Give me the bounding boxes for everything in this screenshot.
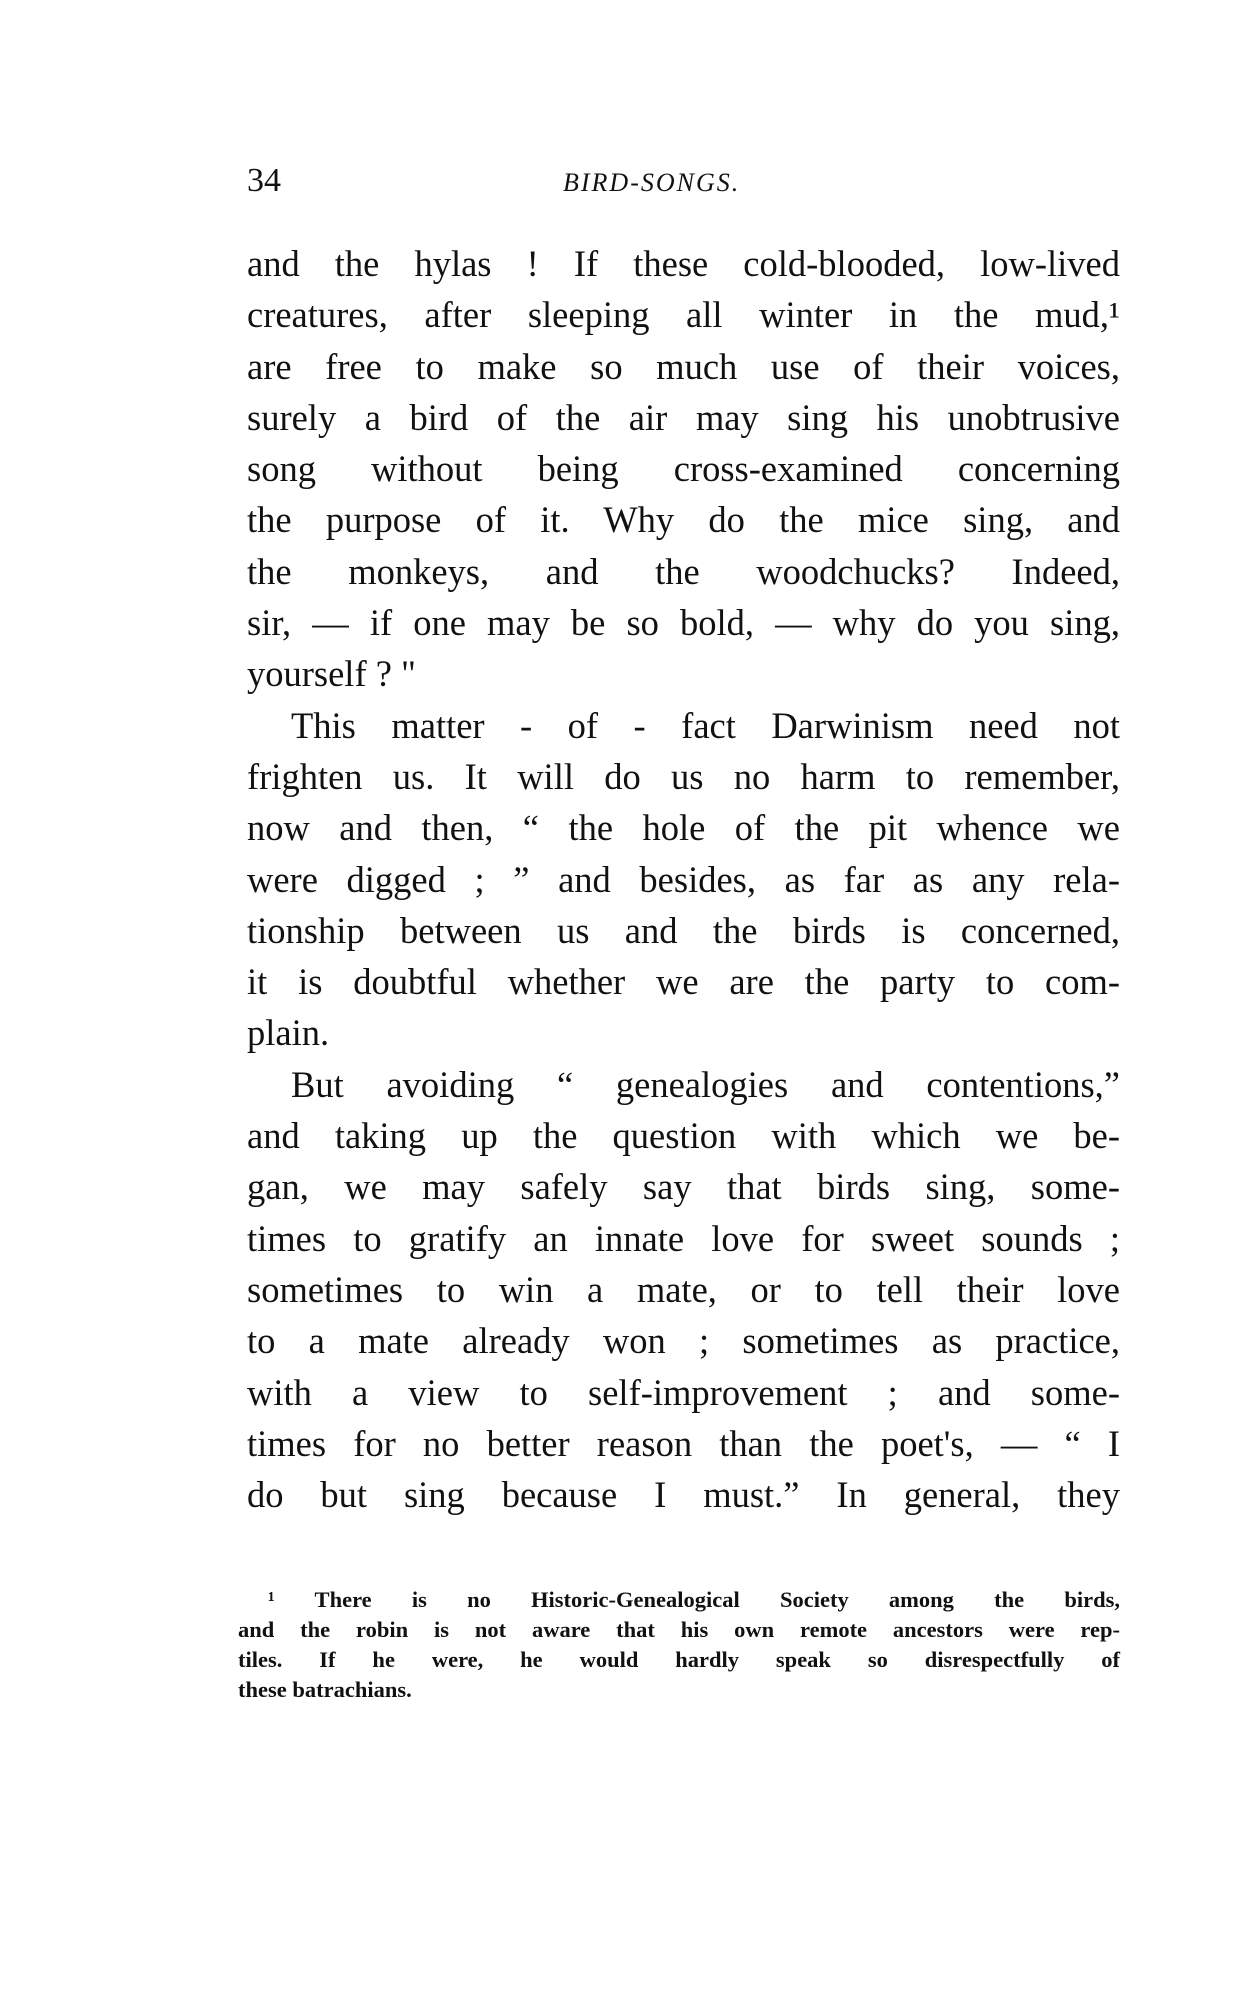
text-line: to a mate already won ; sometimes as practice, [247, 1320, 1120, 1362]
text-line: times for no better reason than the poet's, — “ I [247, 1422, 1120, 1464]
text-line: frighten us. It will do us no harm to remember, [247, 755, 1120, 797]
text-line: now and then, “ the hole of the pit whence we [247, 807, 1120, 849]
text-line: and the hylas ! If these cold-blooded, low-lived [247, 243, 1120, 284]
footnote-line: ¹ There is no Historic-Genealogical Society among the birds, [268, 1587, 1120, 1612]
text-line: do but sing because I must.” In general, they [247, 1474, 1120, 1516]
footnote-line: tiles. If he were, he would hardly speak so disrespectfully of [238, 1647, 1120, 1672]
running-title: BIRD-SONGS. [563, 168, 741, 197]
text-line: the purpose of it. Why do the mice sing, and [247, 499, 1120, 541]
text-line: tionship between us and the birds is concerned, [247, 909, 1120, 951]
body-text [247, 238, 1120, 1520]
text-line: it is doubtful whether we are the party to com- [247, 961, 1120, 1003]
text-line: plain. [247, 1012, 330, 1054]
text-line: sometimes to win a mate, or to tell their love [247, 1268, 1120, 1310]
text-line: are free to make so much use of their voices, [247, 345, 1120, 387]
text-line: But avoiding “ genealogies and contentions,” [291, 1063, 1120, 1105]
text-line: surely a bird of the air may sing his unobtrusive [247, 396, 1120, 438]
running-header [247, 162, 1120, 202]
footnote [238, 1585, 1120, 1705]
text-line: yourself ? " [247, 653, 416, 695]
text-line: sir, — if one may be so bold, — why do you sing, [247, 602, 1120, 644]
page-number: 34 [247, 162, 281, 199]
text-line: This matter - of - fact Darwinism need not [291, 704, 1120, 746]
footnote-line: these batrachians. [238, 1677, 412, 1702]
text-line: song without being cross-examined concerning [247, 448, 1120, 490]
text-line: creatures, after sleeping all winter in the mud,¹ [247, 294, 1120, 336]
text-line: the monkeys, and the woodchucks? Indeed, [247, 550, 1120, 592]
text-line: and taking up the question with which we be- [247, 1115, 1120, 1157]
text-line: were digged ; ” and besides, as far as any rela- [247, 858, 1120, 900]
text-line: with a view to self-improvement ; and some- [247, 1371, 1120, 1413]
text-line: gan, we may safely say that birds sing, some- [247, 1166, 1120, 1208]
footnote-line: and the robin is not aware that his own remote ancestors were rep- [238, 1617, 1120, 1642]
text-line: times to gratify an innate love for sweet sounds ; [247, 1217, 1120, 1259]
